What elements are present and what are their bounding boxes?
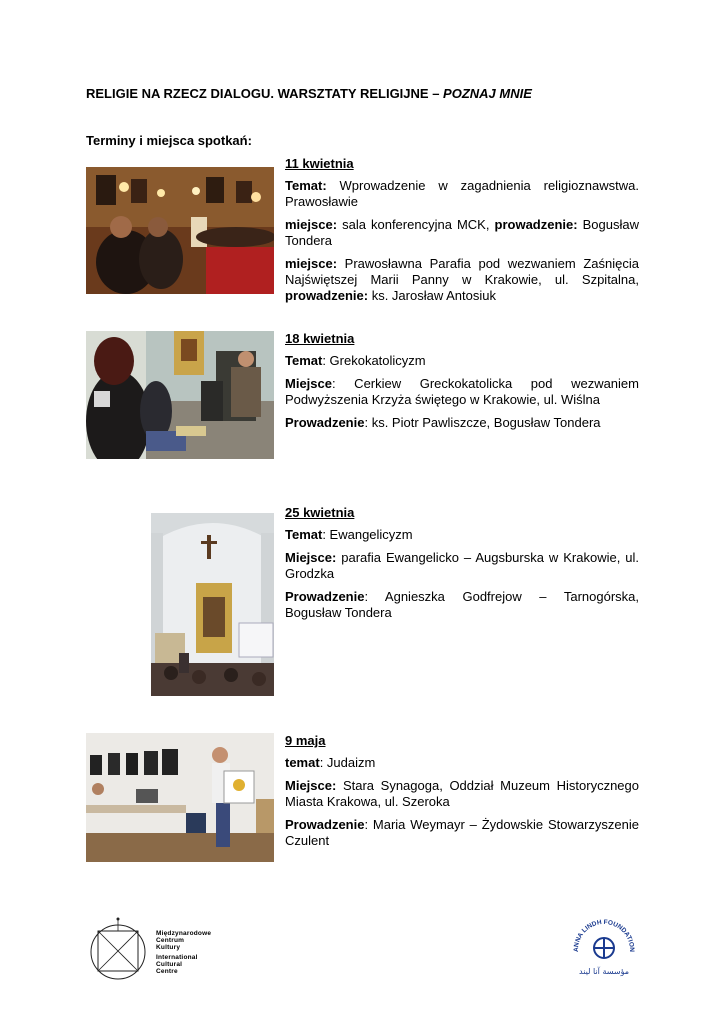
photo-conference-room [86,167,274,294]
meeting-place: miejsce: sala konferencyjna MCK, prowadzenie: Bogusław Tondera [285,217,640,248]
mck-logo: Międzynarodowe Centrum Kultury International Cultural Centre [86,914,226,984]
svg-text:ANNA LINDH FOUNDATION: ANNA LINDH FOUNDATION [572,918,636,952]
meeting-topic: Temat: Ewangelicyzm [285,527,413,542]
meeting-topic: Temat: Grekokatolicyzm [285,353,426,368]
meeting-place: Miejsce: Stara Synagoga, Oddział Muzeum Historycznego Miasta Krakowa, ul. Szeroka [285,778,639,809]
meeting-2 [285,331,639,438]
photo-synagogue-workshop [86,733,274,862]
meeting-date: 18 kwietnia [285,331,355,346]
anna-lindh-icon [568,910,640,982]
meeting-host: Prowadzenie: Maria Weymayr – Żydowskie Stowarzyszenie Czulent [285,817,639,848]
meeting-date: 25 kwietnia [285,505,355,520]
meeting-topic: Temat: Wprowadzenie w zagadnienia religioznawstwa. Prawosławie [285,178,639,209]
meeting-place: miejsce: Prawosławna Parafia pod wezwaniem Zaśnięcia Najświętszej Marii Panny w Krakowie, ul. Szpitalna, prowadzenie: ks. Jarosław Antosiuk [285,256,639,303]
meeting-date: 11 kwietnia [285,156,354,171]
meeting-place: Miejsce: parafia Ewangelicko – Augsburska w Krakowie, ul. Grodzka [285,550,639,581]
meeting-1 [285,156,639,311]
title-italic: POZNAJ MNIE [443,86,532,101]
svg-text:مؤسسة آنا ليند: مؤسسة آنا ليند [579,967,629,976]
anna-lindh-foundation-logo [568,910,640,982]
mck-logo-icon [86,914,152,984]
schedule-heading: Terminy i miejsca spotkań: [86,133,252,148]
meeting-3 [285,505,639,628]
meeting-topic: temat: Judaizm [285,755,376,770]
meeting-4 [285,733,639,856]
photo-greek-catholic-church [86,331,274,459]
photo-lutheran-church [151,513,274,696]
document-title [86,86,532,101]
meeting-date: 9 maja [285,733,326,748]
meeting-host: Prowadzenie: ks. Piotr Pawliszcze, Bogusław Tondera [285,415,601,430]
title-main: RELIGIE NA RZECZ DIALOGU. WARSZTATY RELIGIJNE – [86,86,444,101]
meeting-place: Miejsce: Cerkiew Greckokatolicka pod wezwaniem Podwyższenia Krzyża świętego w Krakowie, ul. Wiślna [285,376,639,407]
meeting-host: Prowadzenie: Agnieszka Godfrejow – Tarnogórska, Bogusław Tondera [285,589,639,620]
